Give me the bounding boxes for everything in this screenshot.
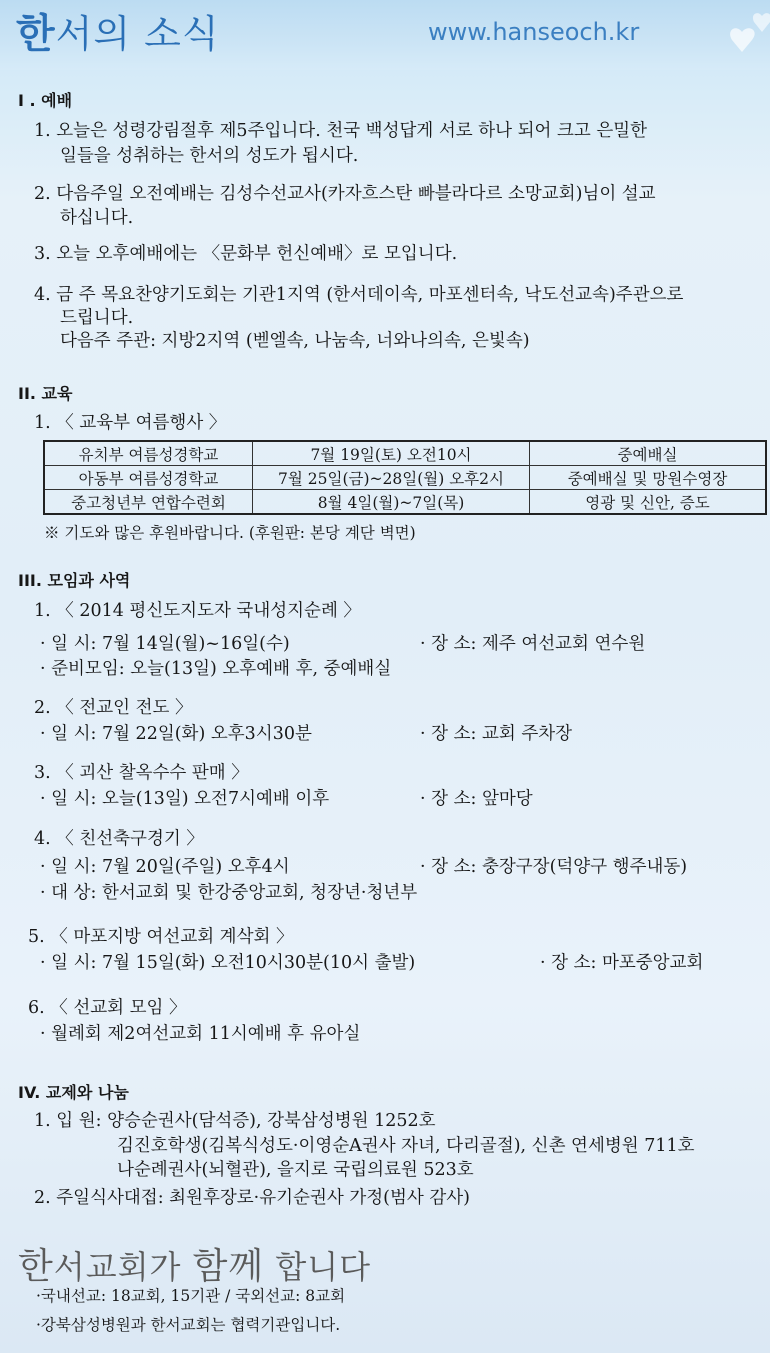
worship-item-4-next: 다음주 주관: 지방2지역 (벧엘속, 나눔속, 너와나의속, 은빛속) [60,331,530,351]
worship-item-2: 2. 다음주일 오전예배는 김성수선교사(카자흐스탄 빠블라다르 소망교회)님이 설교 [34,184,656,204]
ministry-item-4-place: · 장 소: 충장구장(덕양구 행주내동) [420,857,688,877]
table-row [44,490,766,515]
table-cell: 중예배실 및 망원수영장 [530,466,767,490]
fellowship-meal: 2. 주일식사대접: 최원후장로·유기순권사 가정(범사 감사) [34,1188,470,1208]
title-rest: 서의 소식 [55,12,220,56]
table-row [44,441,766,466]
table-cell: 영광 및 신안, 증도 [530,490,767,515]
ministry-item-5-title: 5. 〈 마포지방 여선교회 계삭회 〉 [28,927,294,947]
newsletter-header [0,0,770,70]
footer-title-a: 한 [18,1246,54,1287]
table-cell: 유치부 여름성경학교 [44,441,253,466]
ministry-item-2-title: 2. 〈 전교인 전도 〉 [34,698,193,718]
fellowship-hospital-3: 나순례권사(뇌혈관), 을지로 국립의료원 523호 [117,1160,474,1180]
ministry-item-1-place: · 장 소: 제주 여선교회 연수원 [420,634,646,654]
table-cell: 아동부 여름성경학교 [44,466,253,490]
hearts-decoration [670,0,770,70]
website-url[interactable]: www.hanseoch.kr [428,18,640,46]
education-note: ※ 기도와 많은 후원바랍니다. (후원판: 본당 계단 벽면) [44,524,416,542]
ministry-item-6-title: 6. 〈 선교회 모임 〉 [28,998,187,1018]
ministry-item-1-title: 1. 〈 2014 평신도지도자 국내성지순례 〉 [34,601,361,621]
newsletter-title [16,2,220,59]
summer-events-table [43,440,767,515]
table-cell: 중예배실 [530,441,767,466]
ministry-item-3-place: · 장 소: 앞마당 [420,789,533,809]
footer-partnership: ·강북삼성병원과 한서교회는 협력기관입니다. [36,1316,341,1334]
section-worship-heading: I . 예배 [18,91,73,110]
ministry-item-2-date: · 일 시: 7월 22일(화) 오후3시30분 [40,724,312,744]
ministry-item-5-place: · 장 소: 마포중앙교회 [540,953,704,973]
ministry-item-3-title: 3. 〈 괴산 찰옥수수 판매 〉 [34,763,249,783]
table-cell: 7월 25일(금)~28일(월) 오후2시 [253,466,530,490]
footer-title-b: 서교회가 [53,1248,193,1286]
ministry-item-5-date: · 일 시: 7월 15일(화) 오전10시30분(10시 출발) [40,953,416,973]
fellowship-hospital-2: 김진호학생(김복식성도·이영순A권사 자녀, 다리골절), 신촌 연세병원 711호 [117,1136,695,1156]
worship-item-1-cont: 일들을 성취하는 한서의 성도가 됩시다. [60,146,359,166]
fellowship-hospital-1: 1. 입 원: 양승순권사(담석증), 강북삼성병원 1252호 [34,1111,436,1131]
section-fellowship-heading: IV. 교제와 나눔 [18,1083,129,1102]
footer-title-d: 합니다 [264,1248,372,1286]
ministry-item-4-date: · 일 시: 7월 20일(주일) 오후4시 [40,857,290,877]
section-ministry-heading: III. 모임과 사역 [18,571,131,590]
education-subtitle: 1. 〈 교육부 여름행사 〉 [34,413,227,433]
table-cell: 8월 4일(월)~7일(목) [253,490,530,515]
worship-item-4-cont: 드립니다. [60,308,134,328]
ministry-item-4-title: 4. 〈 친선축구경기 〉 [34,829,204,849]
ministry-item-3-date: · 일 시: 오늘(13일) 오전7시예배 이후 [40,789,330,809]
footer-title [18,1238,371,1289]
ministry-item-1-prep: · 준비모임: 오늘(13일) 오후예배 후, 중예배실 [40,659,392,679]
table-cell: 중고청년부 연합수련회 [44,490,253,515]
footer-title-c: 함께 [192,1246,265,1287]
footer-mission-stats: ·국내선교: 18교회, 15기관 / 국외선교: 8교회 [36,1287,346,1305]
table-cell: 7월 19일(토) 오전10시 [253,441,530,466]
worship-item-3: 3. 오늘 오후예배에는 〈문화부 헌신예배〉로 모입니다. [34,244,458,264]
table-row [44,466,766,490]
worship-item-2-cont: 하십니다. [60,208,134,228]
ministry-item-4-target: · 대 상: 한서교회 및 한강중앙교회, 청장년·청년부 [40,883,418,903]
ministry-item-6-detail: · 월례회 제2여선교회 11시예배 후 유아실 [40,1024,361,1044]
section-education-heading: II. 교육 [18,384,73,403]
title-first-char: 한 [16,11,56,57]
worship-item-4: 4. 금 주 목요찬양기도회는 기관1지역 (한서데이속, 마포센터속, 낙도선교속)주관으로 [34,285,684,305]
ministry-item-2-place: · 장 소: 교회 주차장 [420,724,573,744]
worship-item-1: 1. 오늘은 성령강림절후 제5주입니다. 천국 백성답게 서로 하나 되어 크고 은밀한 [34,121,648,141]
ministry-item-1-date: · 일 시: 7월 14일(월)~16일(수) [40,634,290,654]
